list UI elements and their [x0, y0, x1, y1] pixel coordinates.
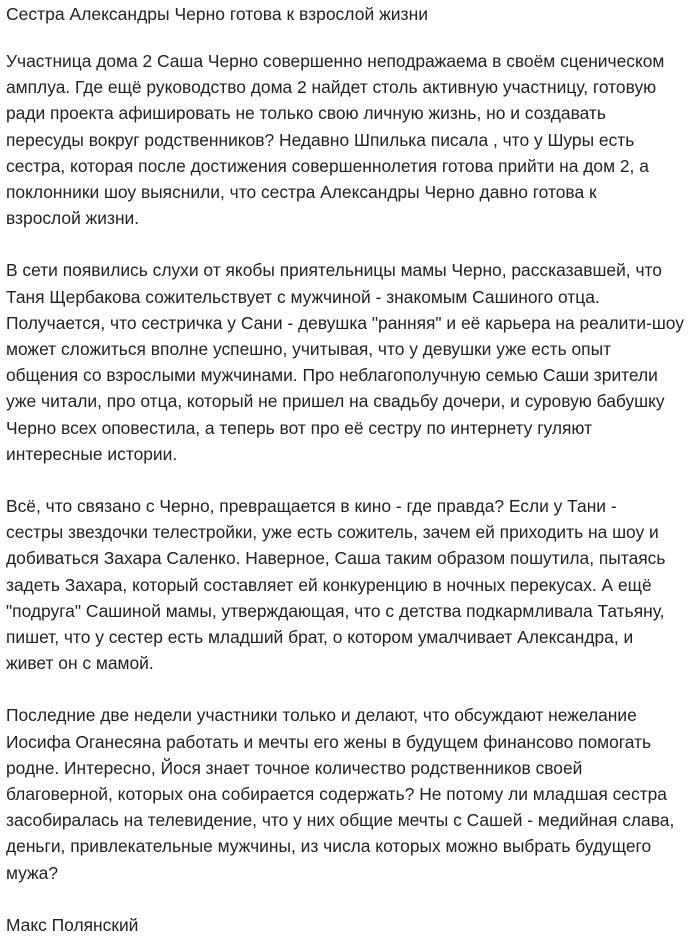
text-line: Последние две недели участники только и делают, что обсуждают нежелание: [6, 705, 637, 726]
text-line: сестра, которая после достижения совершеннолетия готова прийти на дом 2, а: [6, 155, 649, 176]
text-line: уже читали, про отца, который не пришел на свадьбу дочери, и суровую бабушку: [6, 391, 665, 412]
text-line: родне. Интересно, Йося знает точное количество родственников своей: [6, 757, 583, 778]
text-line: Черно всех оповестила, а теперь вот про её сестру по интернету гуляют: [6, 417, 593, 438]
text-line: В сети появились слухи от якобы приятельницы мамы Черно, рассказавшей, что: [6, 260, 662, 281]
text-line: может сложиться вполне успешно, учитывая, что у девушки уже есть опыт: [6, 339, 612, 360]
author-name: Макс Полянский: [6, 914, 139, 935]
paragraph-3: [6, 493, 696, 676]
paragraph-4: [6, 702, 696, 885]
text-line: Всё, что связано с Черно, превращается в кино - где правда? Если у Тани -: [6, 496, 617, 517]
text-line: Участница дома 2 Саша Черно совершенно неподражаема в своём сценическом: [6, 51, 665, 71]
text-line: Иосифа Оганесяна работать и мечты его жены в будущем финансово помогать: [6, 731, 652, 752]
text-line: амплуа. Где ещё руководство дома 2 найдет столь активную участницу, готовую: [6, 77, 657, 98]
text-line: "подруга" Сашиной мамы, утверждающая, что с детства подкармливала Татьяну,: [6, 600, 665, 621]
text-line: поклонники шоу выяснили, что сестра Александры Черно давно готова к: [6, 182, 597, 203]
text-line: пересуды вокруг родственников? Недавно Шпилька писала , что у Шуры есть: [6, 129, 635, 150]
text-line: деньги, привлекательные мужчины, из числа которых можно выбрать будущего: [6, 836, 652, 857]
paragraph-1: [6, 48, 696, 231]
text-line: Получается, что сестричка у Сани - девушка "ранняя" и её карьера на реалити-шоу: [6, 312, 684, 333]
text-line: общения со взрослыми мужчинами. Про неблагополучную семью Саши зрители: [6, 365, 658, 386]
text-line: добиваться Захара Саленко. Наверное, Саша таким образом пошутила, пытаясь: [6, 548, 666, 569]
text-line: благоверной, которых она собирается содержать? Не потому ли младшая сестра: [6, 784, 667, 805]
article: [6, 4, 696, 938]
text-line: Таня Щербакова сожительствует с мужчиной - знакомым Сашиного отца.: [6, 286, 600, 307]
text-line: пишет, что у сестер есть младший брат, о котором умалчивает Александра, и: [6, 627, 634, 648]
text-line: ради проекта афишировать не только свою личную жизнь, но и создавать: [6, 103, 606, 124]
text-line: засобиралась на телевидение, что у них общие мечты с Сашей - медийная слава,: [6, 810, 675, 831]
text-line: взрослой жизни.: [6, 208, 140, 229]
text-line: живет он с мамой.: [6, 653, 154, 674]
text-line: интересные истории.: [6, 443, 178, 464]
article-title: Сестра Александры Черно готова к взрослой жизни: [6, 4, 429, 24]
text-line: мужа?: [6, 862, 59, 883]
text-line: задеть Захара, который составляет ей конкуренцию в ночных перекусах. А ещё: [6, 574, 652, 595]
paragraph-2: [6, 257, 696, 467]
text-line: сестры звездочки телестройки, уже есть сожитель, зачем ей приходить на шоу и: [6, 522, 659, 543]
